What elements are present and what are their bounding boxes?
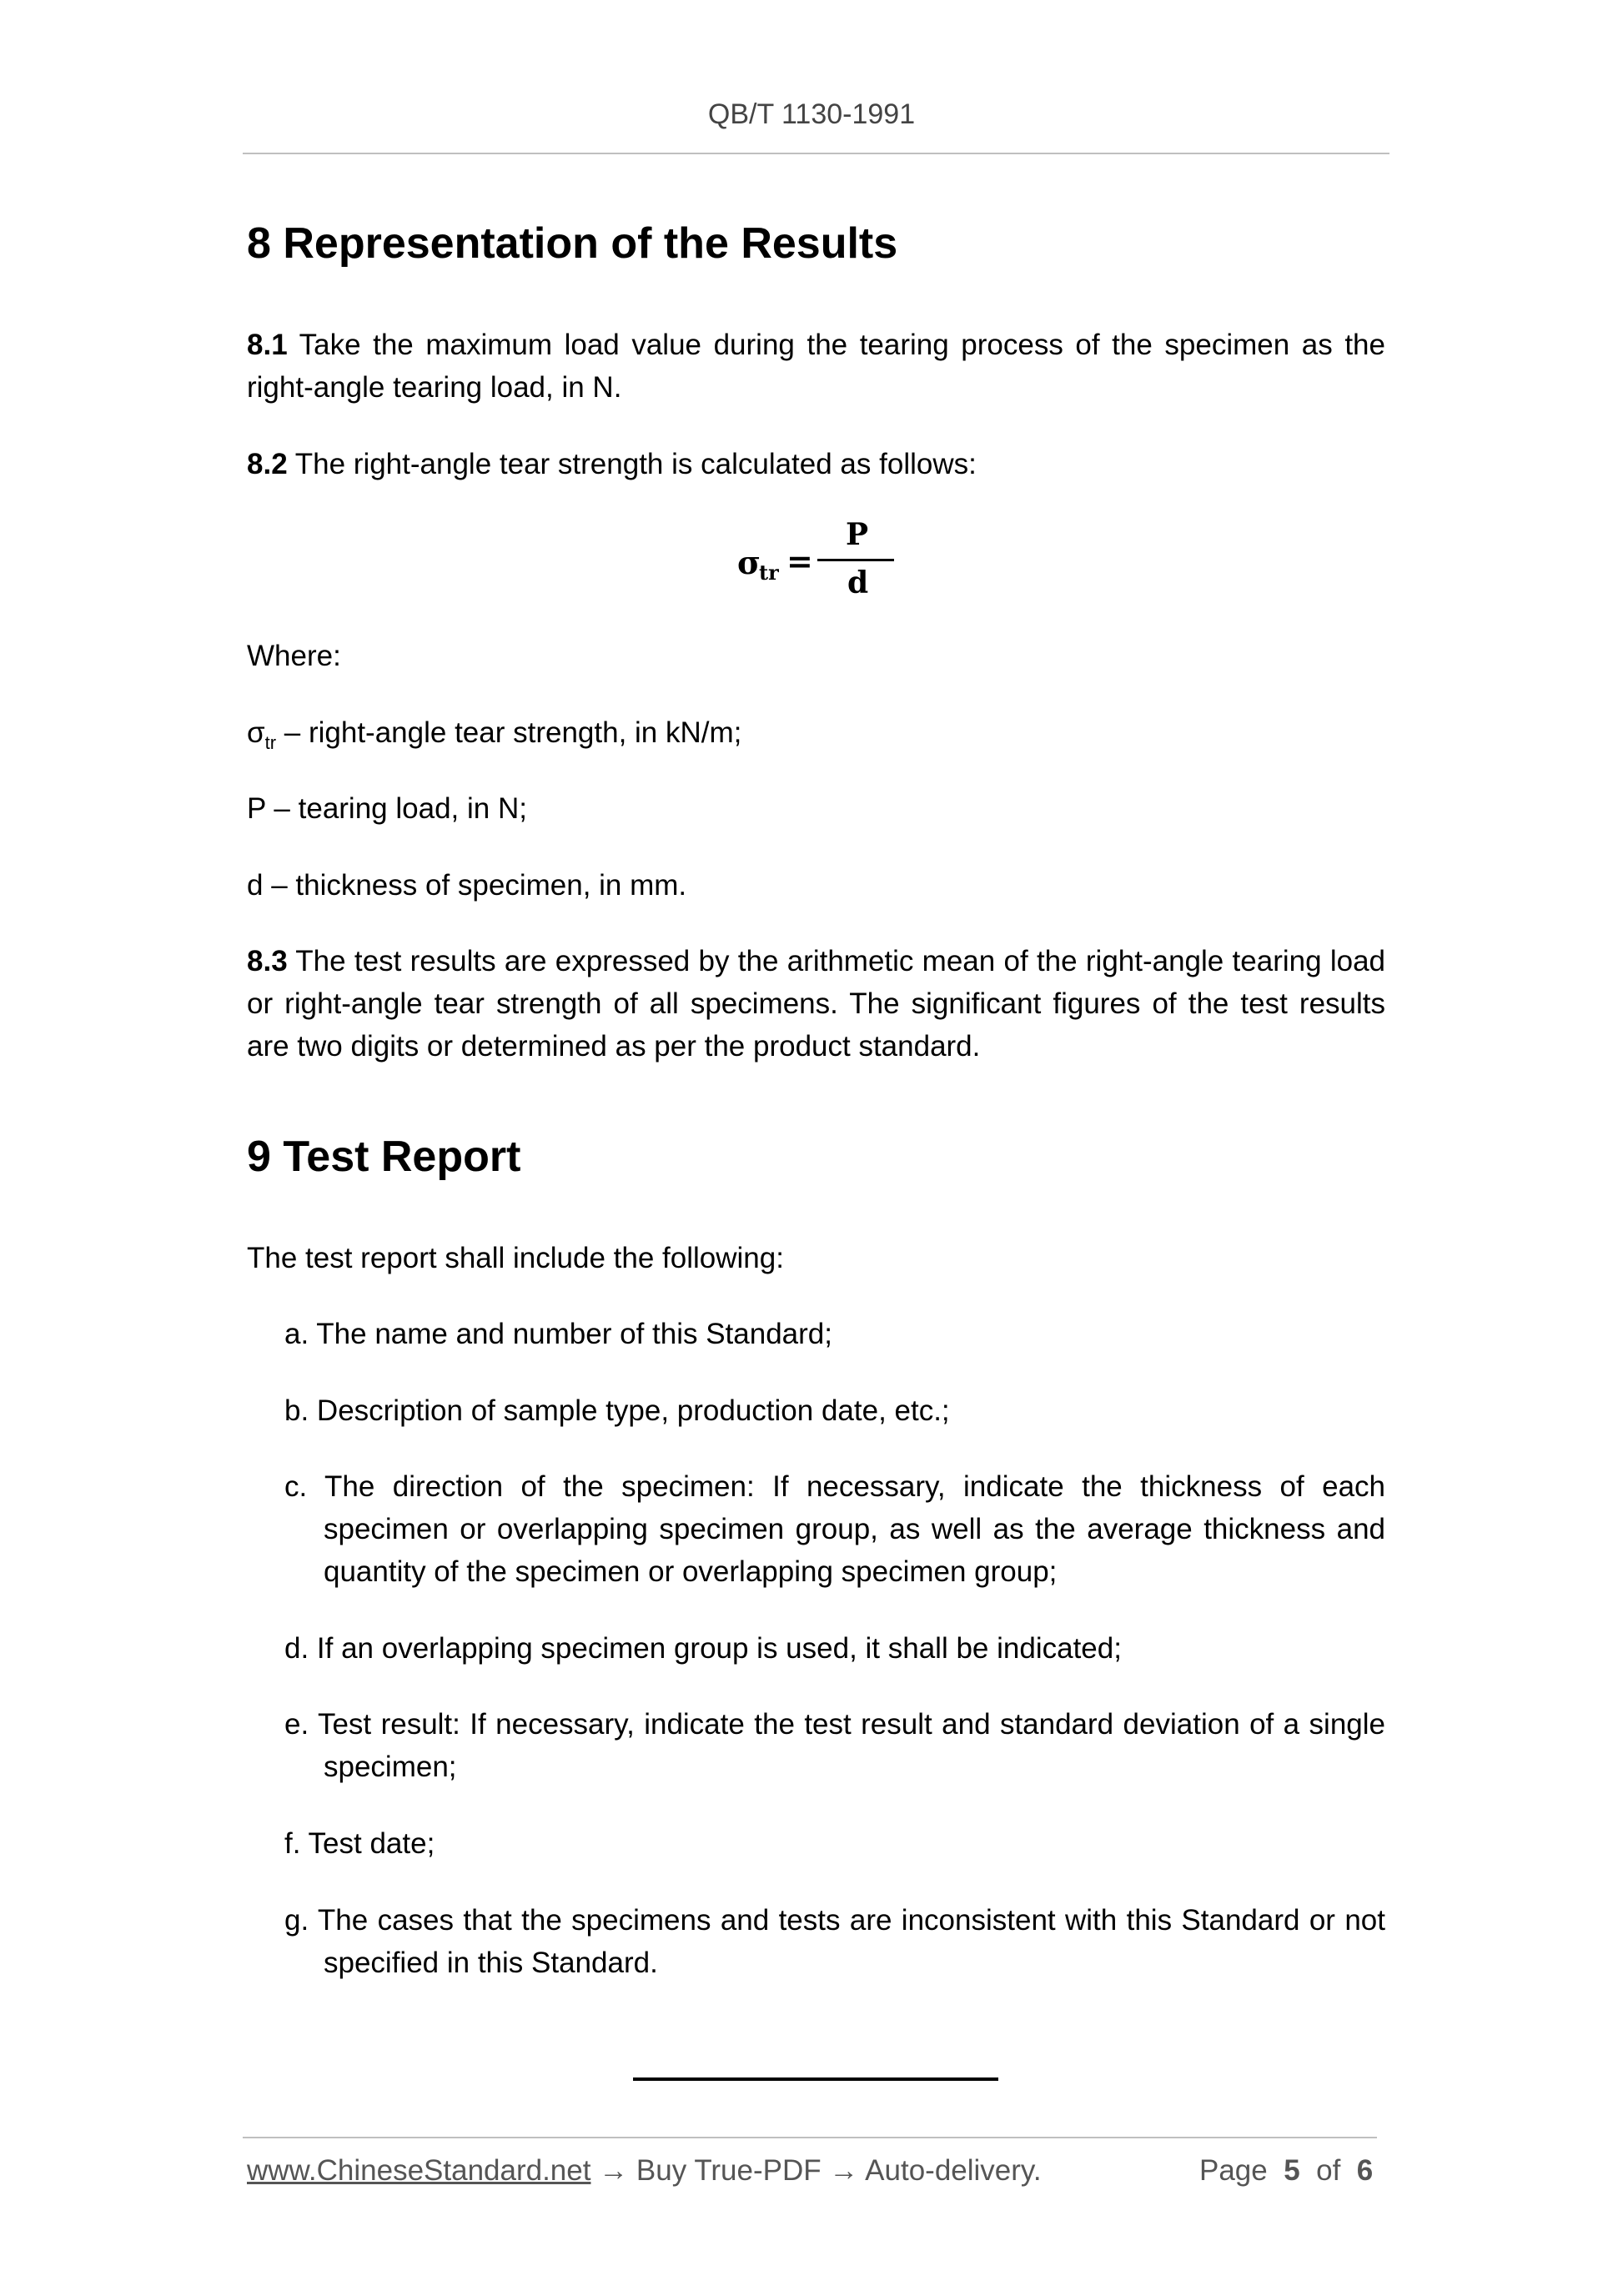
document-code-header: QB/T 1130-1991	[707, 98, 916, 130]
formula-sigma: σ	[737, 544, 761, 581]
footer-promo	[247, 2154, 1042, 2188]
clause-text: Take the maximum load value during the tearing process of the specimen as the right-angle tearing load, in N.	[247, 329, 1385, 404]
sigma-symbol: σ	[247, 716, 265, 749]
list-item: c. The direction of the specimen: If necessary, indicate the thickness of each specimen or overlapping specimen group, as well as the average thickness and quantity of the specimen or overlapping specimen group;	[284, 1470, 1385, 1588]
list-item: g. The cases that the specimens and tests are inconsistent with this Standard or not specified in this Standard.	[284, 1904, 1385, 1979]
list-item: a. The name and number of this Standard;	[284, 1318, 832, 1350]
where-label: Where:	[247, 640, 341, 672]
website-link[interactable]: www.ChineseStandard.net	[247, 2154, 591, 2187]
list-item: b. Description of sample type, production date, etc.;	[284, 1394, 950, 1427]
page-indicator	[1199, 2154, 1373, 2188]
definition-d: d – thickness of specimen, in mm.	[247, 869, 687, 902]
list-item: d. If an overlapping specimen group is used, it shall be indicated;	[284, 1632, 1122, 1665]
sigma-subscript: tr	[264, 732, 277, 753]
fraction-bar	[817, 559, 894, 561]
total-pages: 6	[1356, 2154, 1374, 2187]
list-item: f. Test date;	[284, 1827, 435, 1860]
current-page: 5	[1284, 2154, 1300, 2187]
promo-text: → Buy True-PDF → Auto-delivery.	[590, 2154, 1042, 2187]
of-label: of	[1316, 2154, 1341, 2187]
definition-sigma	[247, 711, 1385, 764]
definition-p: P – tearing load, in N;	[247, 792, 527, 825]
clause-text: The right-angle tear strength is calculated as follows:	[287, 448, 977, 480]
paragraph-8-2	[247, 443, 1385, 485]
section-8-heading: 8 Representation of the Results	[247, 219, 898, 268]
clause-text: The test results are expressed by the arithmetic mean of the right-angle tearing load or right-angle tear strength of all specimens. The significant figures of the test results are two digits or determined as per the product standard.	[247, 945, 1385, 1063]
formula-equals: =	[786, 542, 813, 580]
clause-number: 8.1	[247, 329, 288, 361]
paragraph-8-3	[247, 940, 1385, 1068]
page-label: Page	[1199, 2154, 1268, 2187]
list-item: e. Test result: If necessary, indicate the test result and standard deviation of a single specimen;	[284, 1708, 1385, 1783]
formula-subscript: tr	[759, 560, 779, 585]
clause-number: 8.3	[247, 945, 288, 977]
section-9-heading: 9 Test Report	[247, 1133, 521, 1181]
test-report-intro: The test report shall include the following:	[247, 1242, 784, 1274]
formula-denominator: d	[847, 565, 869, 600]
header-divider	[243, 153, 1389, 154]
definition-text: – right-angle tear strength, in kN/m;	[276, 716, 742, 749]
paragraph-8-1	[247, 324, 1385, 409]
clause-number: 8.2	[247, 448, 288, 480]
formula-numerator: P	[846, 517, 869, 552]
end-of-text-rule	[633, 2077, 998, 2081]
tear-strength-formula	[734, 517, 901, 609]
footer-divider	[243, 2137, 1377, 2138]
